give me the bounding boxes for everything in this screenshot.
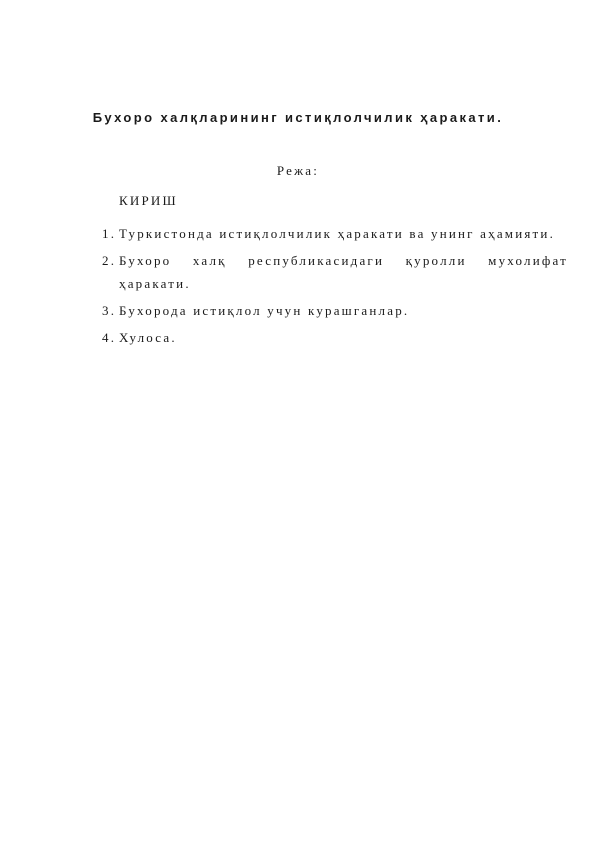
outline-text: Туркистонда истиқлолчилик ҳаракати ва унинг аҳамияти. <box>119 226 556 241</box>
outline-item-1 <box>102 222 568 245</box>
outline-number: 2. <box>102 253 117 268</box>
outline-item-4 <box>102 326 568 349</box>
outline-item-2 <box>102 249 568 295</box>
outline-text: Бухорода истиқлол учун курашганлар. <box>119 303 410 318</box>
intro-heading: КИРИШ <box>119 193 178 208</box>
outline-number: 1. <box>102 226 117 241</box>
plan-label: Режа: <box>276 163 320 178</box>
document-title: Бухоро халқларининг истиқлолчилик ҳаракати. <box>92 110 504 125</box>
outline-text: Бухоро халқ республикасидаги қуролли мухолифат ҳаракати. <box>119 253 568 291</box>
plan-outline <box>102 222 568 353</box>
outline-item-3 <box>102 299 568 322</box>
outline-number: 3. <box>102 303 117 318</box>
outline-text: Хулоса. <box>119 330 177 345</box>
outline-number: 4. <box>102 330 117 345</box>
